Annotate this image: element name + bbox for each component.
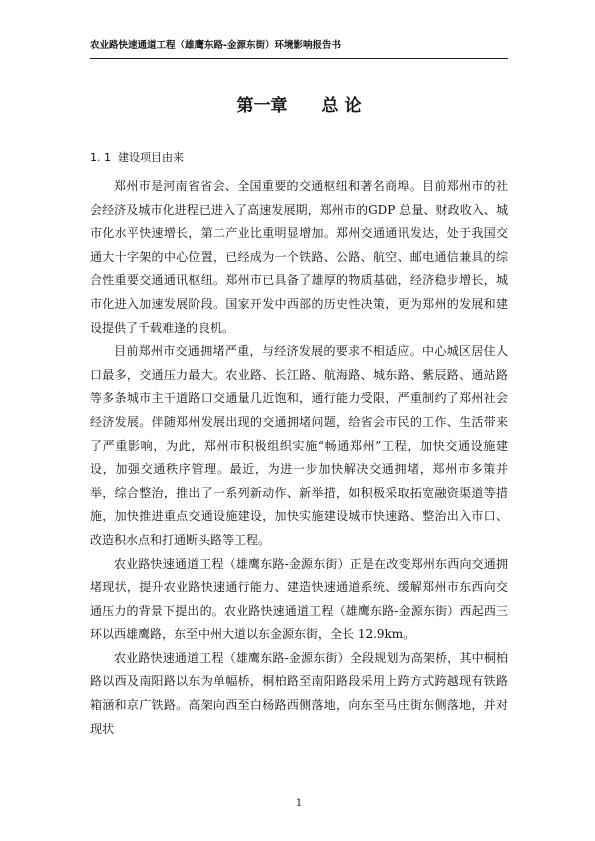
paragraph: 郑州市是河南省省会、全国重要的交通枢纽和著名商埠。目前郑州市的社会经济及城市化进程已进入了高速发展期，郑州市的GDP 总量、财政收入、城市化水平快速增长，第二产业比重明显增加。郑州交通通讯发达，处于我国交通大十字架的中心位置，已经成为一个铁路、公路、航空、邮电通信兼具的综合性重要交通通讯枢纽。郑州市已具备了雄厚的物质基础，经济稳步增长，城市化进入加速发展阶段。国家开发中西部的历史性决策，更为郑州的发展和建设提供了千载难逢的良机。 [90, 179, 508, 335]
page-number: 1 [295, 798, 303, 809]
body-text [90, 175, 508, 741]
running-header: 农业路快速通道工程（雄鹰东路-金源东街）环境影响报告书 [90, 40, 341, 51]
paragraph: 目前郑州市交通拥堵严重，与经济发展的要求不相适应。中心城区居住人口最多，交通压力最大。农业路、长江路、航海路、城东路、紫辰路、通站路等多条城市主干道路口交通量几近饱和，通行能力受限，严重制约了郑州社会经济发展。伴随郑州发展出现的交通拥堵问题，给省会市民的工作、生活带来了严重影响，为此，郑州市积极组织实施“畅通郑州”工程，加快交通设施建设，加强交通秩序管理。最近，为进一步加快解决交通拥堵，郑州市多策并举，综合整治，推出了一系列新动作、新举措，如积极采取拓宽融资渠道等措施，加快推进重点交通设施建设，加快实施建设城市快速路、整治出入市口、改造积水点和打通断头路等工程。 [90, 344, 508, 547]
paragraph: 农业路快速通道工程（雄鹰东路-金源东街）正是在改变郑州东西向交通拥堵现状，提升农业路快速通行能力、建造快速通道系统、缓解郑州市东西向交通压力的背景下提出的。农业路快速通道工程（雄鹰东路-金源东街）西起西三环以西雄鹰路，东至中州大道以东金源东街，全长 12.9km。 [90, 556, 508, 642]
section-heading: 1. 1 建设项目由来 [90, 151, 184, 164]
paragraph: 农业路快速通道工程（雄鹰东路-金源东街）全段规划为高架桥，其中桐柏路以西及南阳路以东为单幅桥，桐柏路至南阳路段采用上跨方式跨越现有铁路箱涵和京广铁路。高架向西至白杨路西侧落地，向东至马庄街东侧落地，并对现状 [90, 650, 508, 736]
chapter-title: 第一章 总 论 [236, 96, 362, 116]
header-rule [90, 58, 508, 59]
